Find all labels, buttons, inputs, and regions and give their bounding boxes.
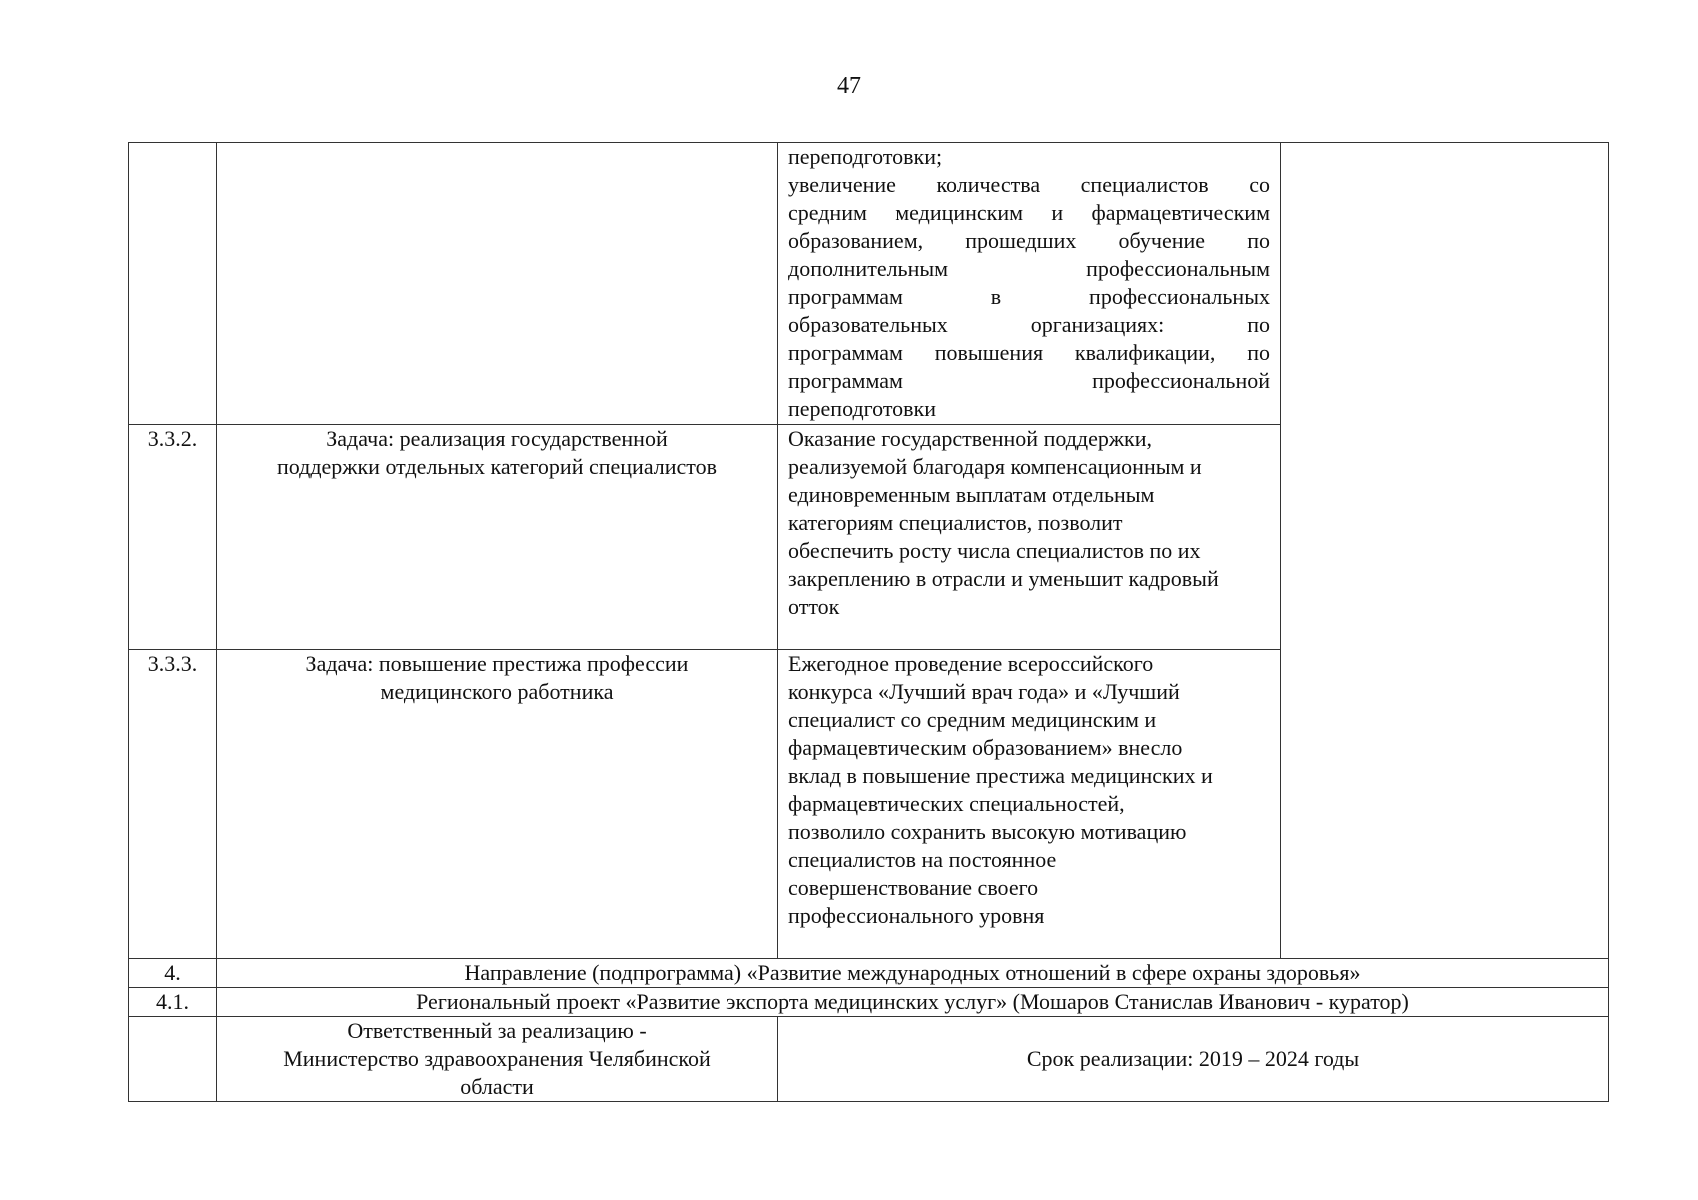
result-line: вклад в повышение престижа медицинских и xyxy=(788,763,1213,788)
responsible-line: области xyxy=(460,1074,534,1099)
result-line: реализуемой благодаря компенсационным и xyxy=(788,454,1202,479)
implementation-term: Срок реализации: 2019 – 2024 годы xyxy=(778,1017,1609,1102)
direction-title: Направление (подпрограмма) «Развитие международных отношений в сфере охраны здоровья» xyxy=(217,959,1609,988)
responsible-line: Министерство здравоохранения Челябинской xyxy=(283,1046,711,1071)
result-line: совершенствование своего xyxy=(788,875,1039,900)
result-line: конкурса «Лучший врач года» и «Лучший xyxy=(788,679,1180,704)
task-line: поддержки отдельных категорий специалистов xyxy=(277,454,717,479)
result-line: увеличение количества специалистов со xyxy=(788,172,1270,197)
cell-result-continuation xyxy=(778,143,1281,425)
cell-extra-column xyxy=(1281,143,1609,959)
result-line: средним медицинским и фармацевтическим xyxy=(788,200,1270,225)
result-line: фармацевтическим образованием» внесло xyxy=(788,735,1183,760)
cell-number-empty xyxy=(129,143,217,425)
row-number: 3.3.2. xyxy=(129,425,217,650)
result-line: программам в профессиональных xyxy=(788,284,1270,309)
result-line: обеспечить росту числа специалистов по их xyxy=(788,538,1201,563)
result-line: фармацевтических специальностей, xyxy=(788,791,1125,816)
result-line: программам повышения квалификации, по xyxy=(788,340,1270,365)
program-table xyxy=(128,142,1609,1102)
result-line: позволило сохранить высокую мотивацию xyxy=(788,819,1187,844)
result-line: переподготовки xyxy=(788,396,936,421)
result-line: Оказание государственной поддержки, xyxy=(788,426,1153,451)
result-cell xyxy=(778,650,1281,959)
table-row-responsible xyxy=(129,1017,1609,1102)
responsible-cell xyxy=(217,1017,778,1102)
result-line: специалист со средним медицинским и xyxy=(788,707,1157,732)
row-number: 3.3.3. xyxy=(129,650,217,959)
responsible-line: Ответственный за реализацию - xyxy=(347,1018,647,1043)
result-line: закреплению в отрасли и уменьшит кадровый xyxy=(788,566,1219,591)
result-cell xyxy=(778,425,1281,650)
result-line: образовательных организациях: по xyxy=(788,312,1270,337)
result-line: дополнительным профессиональным xyxy=(788,256,1270,281)
result-line: отток xyxy=(788,594,840,619)
table-row-4-1 xyxy=(129,988,1609,1017)
regional-project-title: Региональный проект «Развитие экспорта медицинских услуг» (Мошаров Станислав Иванович - куратор) xyxy=(217,988,1609,1017)
result-line: переподготовки; xyxy=(788,144,943,169)
task-line: Задача: реализация государственной xyxy=(326,426,668,451)
result-line: профессионального уровня xyxy=(788,903,1045,928)
task-line: медицинского работника xyxy=(380,679,614,704)
result-line: Ежегодное проведение всероссийского xyxy=(788,651,1154,676)
cell-task-empty xyxy=(217,143,778,425)
result-line: специалистов на постоянное xyxy=(788,847,1057,872)
cell-number-empty xyxy=(129,1017,217,1102)
page-number: 47 xyxy=(837,73,861,99)
task-line: Задача: повышение престижа профессии xyxy=(305,651,689,676)
result-line: программам профессиональной xyxy=(788,368,1270,393)
row-number: 4.1. xyxy=(129,988,217,1017)
result-line: категориям специалистов, позволит xyxy=(788,510,1123,535)
result-line: единовременным выплатам отдельным xyxy=(788,482,1155,507)
table-row-4 xyxy=(129,959,1609,988)
row-number: 4. xyxy=(129,959,217,988)
task-cell xyxy=(217,425,778,650)
table-row-continuation xyxy=(129,143,1609,425)
task-cell xyxy=(217,650,778,959)
result-line: образованием, прошедших обучение по xyxy=(788,228,1270,253)
